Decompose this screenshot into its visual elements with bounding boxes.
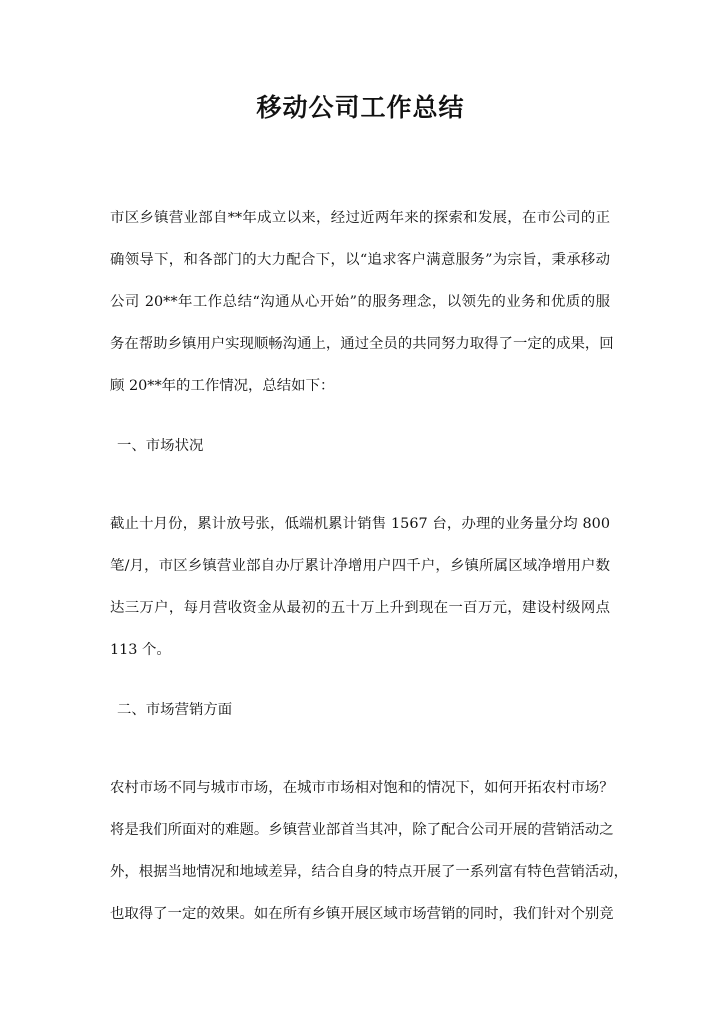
intro-line: 市区乡镇营业部自**年成立以来，经过近两年来的探索和发展，在市公司的正 (110, 210, 610, 226)
section-heading-marketing: 二、市场营销方面 (117, 702, 233, 718)
section1-line: 113 个。 (110, 642, 171, 658)
intro-line: 确领导下，和各部门的大力配合下，以“追求客户满意服务”为宗旨，秉承移动 (110, 252, 610, 268)
section2-line: 农村市场不同与城市市场，在城市市场相对饱和的情况下，如何开拓农村市场？ (110, 780, 614, 796)
intro-line: 顾 20**年的工作情况，总结如下： (110, 378, 335, 394)
document-title: 移动公司工作总结 (256, 93, 465, 122)
section-heading-market-status: 一、市场状况 (117, 438, 204, 454)
section2-line: 将是我们所面对的难题。乡镇营业部首当其冲，除了配合公司开展的营销活动之 (110, 822, 614, 838)
section1-line: 达三万户，每月营收资金从最初的五十万上升到现在一百万元，建设村级网点 (110, 600, 610, 616)
section1-line: 笔/月，市区乡镇营业部自办厅累计净增用户四千户，乡镇所属区域净增用户数 (110, 558, 610, 574)
intro-line: 务在帮助乡镇用户实现顺畅沟通上，通过全员的共同努力取得了一定的成果，回 (110, 336, 614, 352)
intro-line: 公司 20**年工作总结“沟通从心开始”的服务理念，以领先的业务和优质的服 (110, 294, 610, 310)
section2-line: 外，根据当地情况和地域差异，结合自身的特点开展了一系列富有特色营销活动， (110, 864, 629, 880)
section2-line: 也取得了一定的效果。如在所有乡镇开展区域市场营销的同时，我们针对个别竞 (110, 906, 614, 922)
section1-line: 截止十月份，累计放号张，低端机累计销售 1567 台，办理的业务量分均 800 (110, 516, 610, 532)
